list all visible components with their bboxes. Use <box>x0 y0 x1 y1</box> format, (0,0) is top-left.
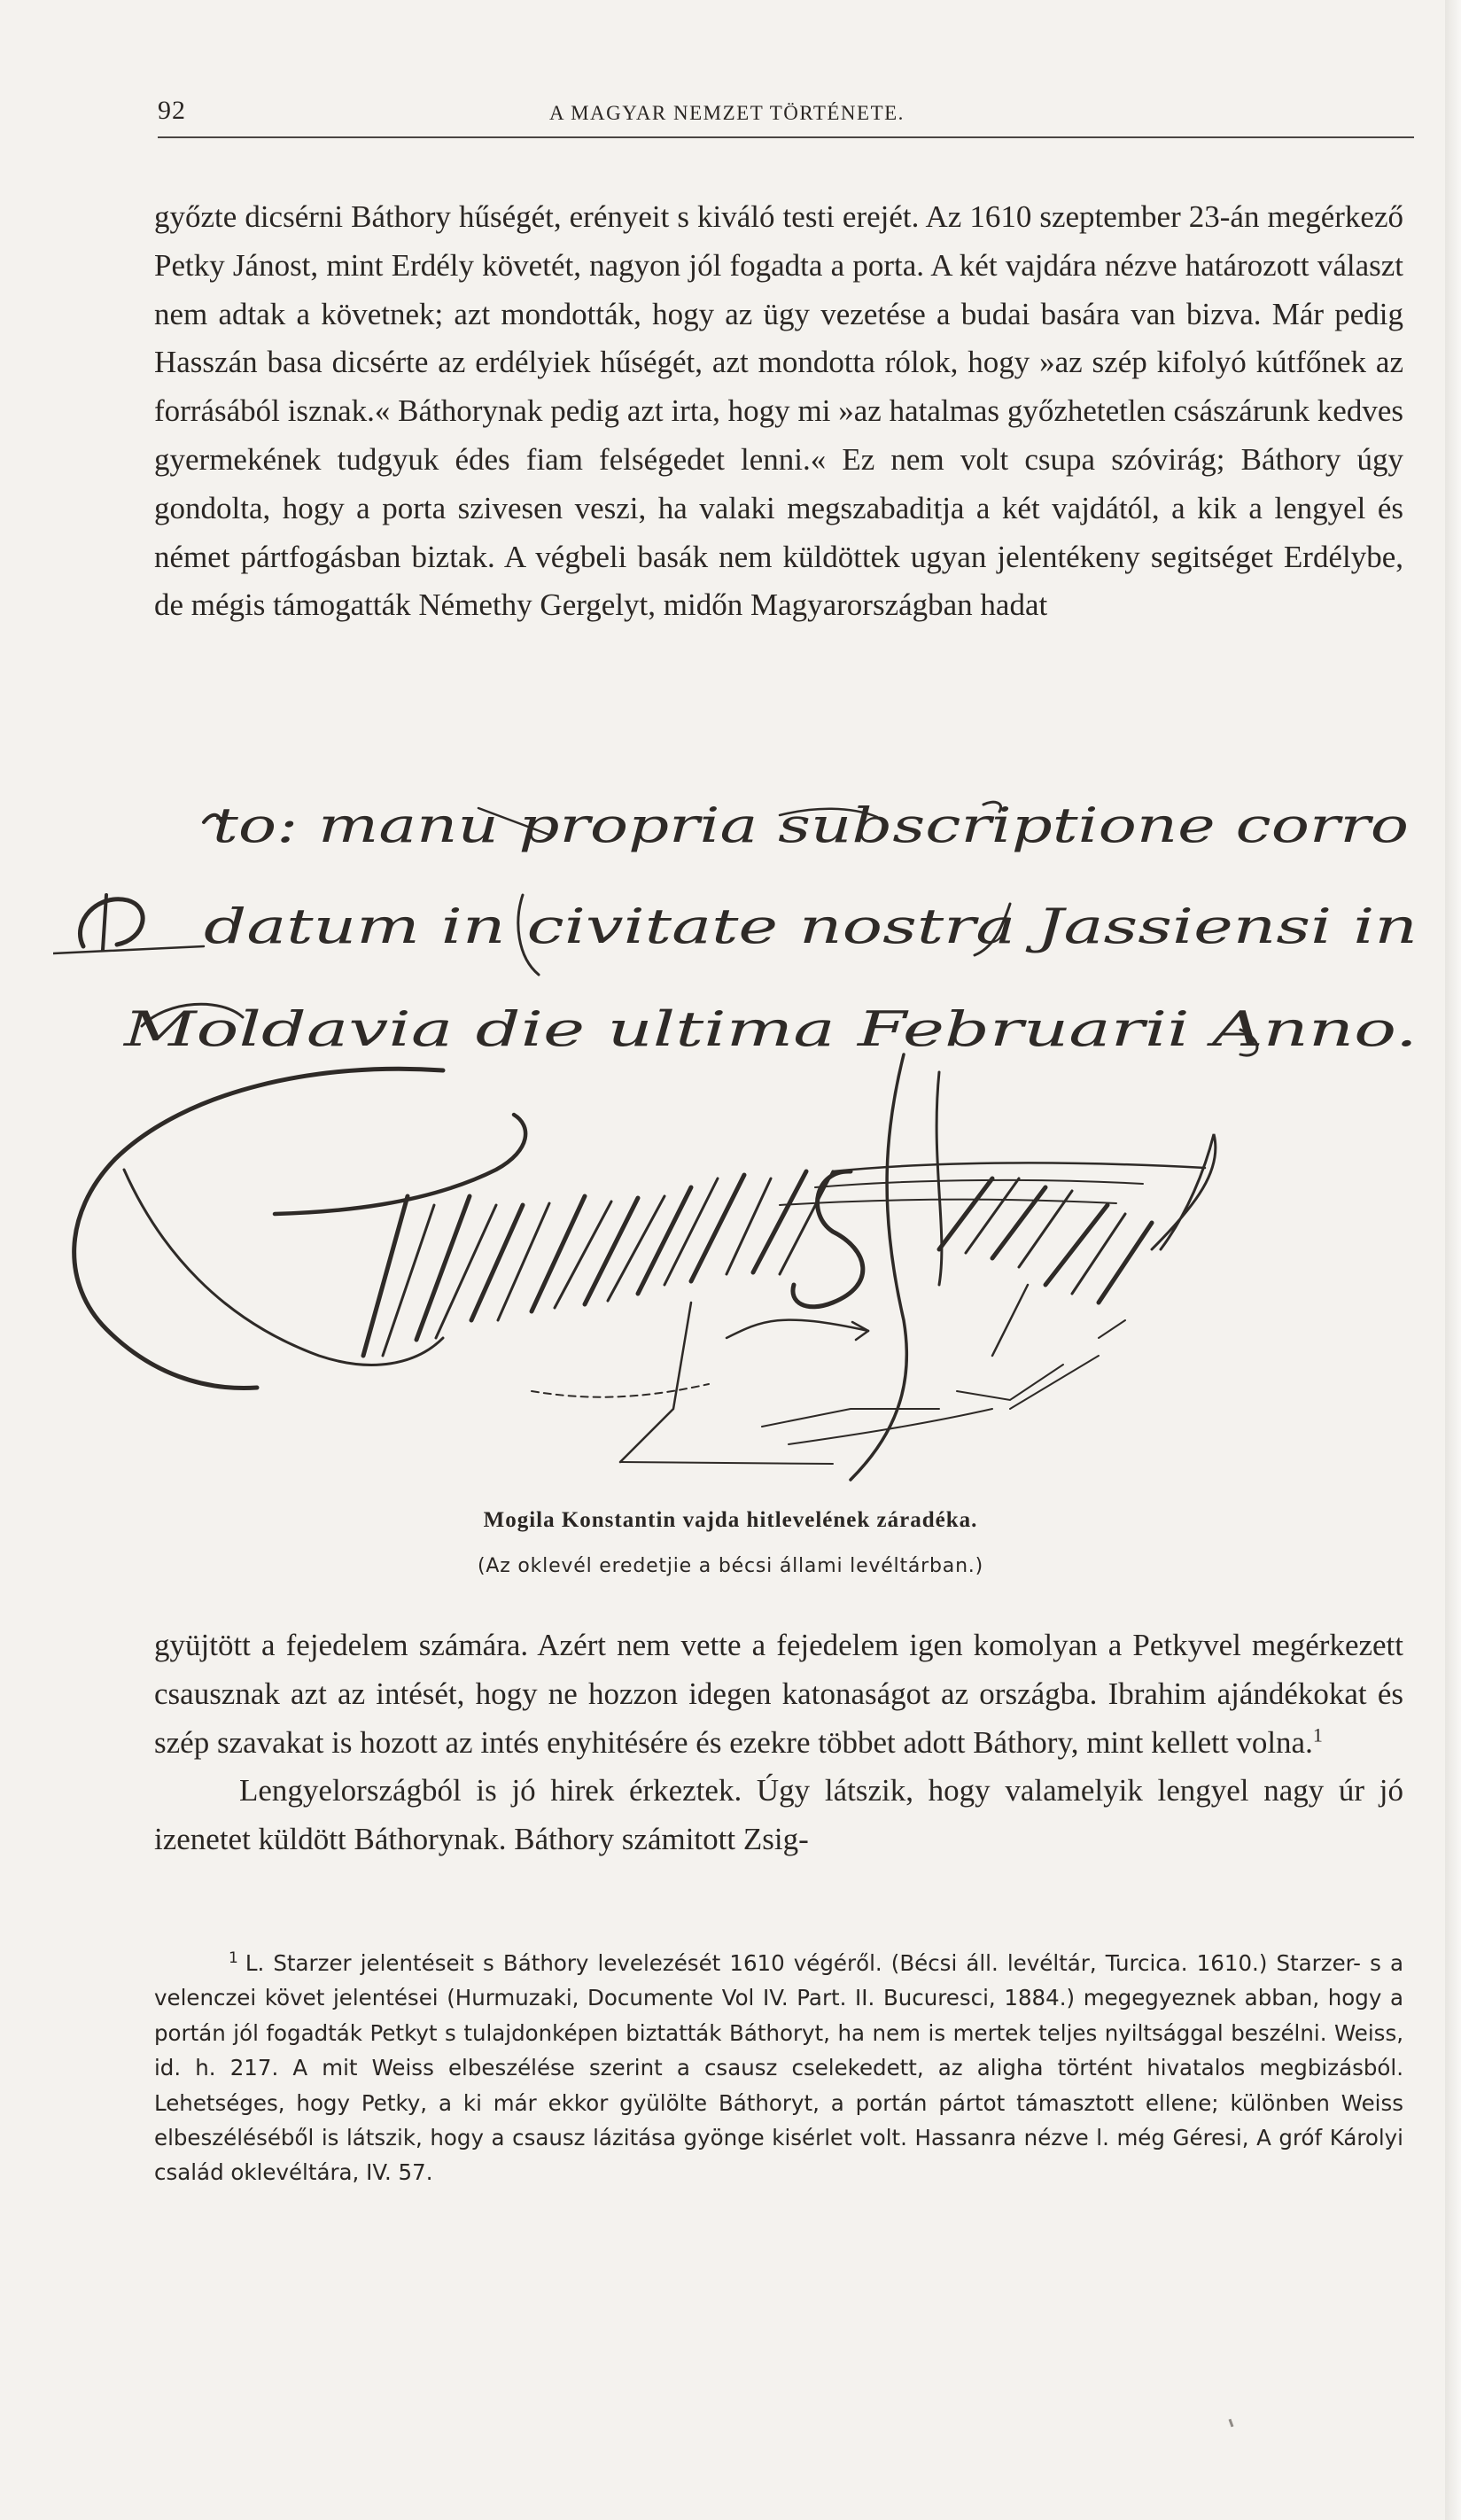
paragraph-bottom-1 <box>154 1622 1403 1767</box>
running-header <box>158 96 1414 138</box>
footnote-mark: 1 <box>229 1948 238 1967</box>
manuscript-facsimile <box>53 789 1418 1506</box>
manuscript-line-3: Moldavia die ultima Februarii Anno. <box>122 1001 1418 1057</box>
figure-caption-title: Mogila Konstantin vajda hitlevelének záradéka. <box>483 1508 978 1532</box>
body-text-top <box>154 193 1403 630</box>
manuscript-image <box>53 789 1418 1506</box>
paragraph-top: győzte dicsérni Báthory hűségét, erényeit s kiváló testi erejét. Az 1610 szeptember 23-án megérkező Petky Jánost, mint Erdély követét, nagyon jól fogadta a porta. A két vajdára nézve határozott választ nem adtak a követnek; azt mondották, hogy az ügy vezetése a budai basára van bizva. Már pedig Hasszán basa dicsérte az erdélyiek hűségét, azt mondotta rólok, hogy »az szép kifolyó kútfőnek az forrásából isznak.« Báthorynak pedig azt irta, hogy mi »az hatalmas győzhetetlen császárunk kedves gyermekének tudgyuk édes fiam felségedet lenni.« Ez nem volt csupa szóvirág; Báthory úgy gondolta, hogy a porta szivesen veszi, ha valaki megszabaditja a két vajdától, a kik a lengyel és német pártfogásban biztak. A végbeli basák nem küldöttek ugyan jelentékeny segitséget Erdélybe, de mégis támogatták Némethy Gergelyt, midőn Magyarországban hadat <box>154 199 1403 623</box>
figure-caption-note: (Az oklevél eredetjie a bécsi állami levéltárban.) <box>478 1555 983 1577</box>
footnote-text: L. Starzer jelentéseit s Báthory levelezését 1610 végéről. (Bécsi áll. levéltár, Turcica. 1610.) Starzer- s a velenczei követ jelentései (Hurmuzaki, Documente Vol IV. Part. II. Bucuresci, 1884.) megegyeznek abban, hogy a portán jól fogadták Petkyt s tulajdonképen biztatták Báthoryt, ha nem is mertek teljes nyiltsággal beszélni. Weiss, id. h. 217. A mit Weiss elbeszélése szerint a csausz cselekedett, az aligha történt hivatalos megbizásból. Lehetséges, hogy Petky, a ki már ekkor gyülölte Báthoryt, a portán pártot támasztott ellene; különben Weiss elbeszéléséből is látszik, hogy a csausz lázitása gyönge kisérlet volt. Hassanra nézve l. még Géresi, A gróf Károlyi család oklevéltára, IV. 57. <box>154 1950 1403 2186</box>
paper-speck <box>1229 2419 1234 2427</box>
page-number: 92 <box>158 96 186 125</box>
footnote-paragraph <box>154 1946 1403 2190</box>
manuscript-line-1: to: manu propria subscriptione corro <box>213 797 1409 853</box>
running-title: A MAGYAR NEMZET TÖRTÉNETE. <box>549 102 905 124</box>
paragraph-bottom-2: Lengyelországból is jó hirek érkeztek. Úgy látszik, hogy valamelyik lengyel nagy úr jó izenetet küldött Báthorynak. Báthory számitott Zsig- <box>154 1773 1403 1857</box>
footnote-reference: 1 <box>1312 1723 1323 1746</box>
body-text-bottom <box>154 1622 1403 1864</box>
manuscript-line-2: datum in civitate nostra Jassiensi in <box>204 898 1418 954</box>
paragraph-bottom-1-text: gyüjtött a fejedelem számára. Azért nem vette a fejedelem igen komolyan a Petkyvel megérkezett csausznak azt az intését, hogy ne hozzon idegen katonaságot az országba. Ibrahim ajándékokat és szép szavakat is hozott az intés enyhitésére és ezekre többet adott Báthory, mint kellett volna. <box>154 1628 1403 1760</box>
page-edge-shadow <box>1445 0 1461 2520</box>
footnote <box>154 1946 1403 2190</box>
